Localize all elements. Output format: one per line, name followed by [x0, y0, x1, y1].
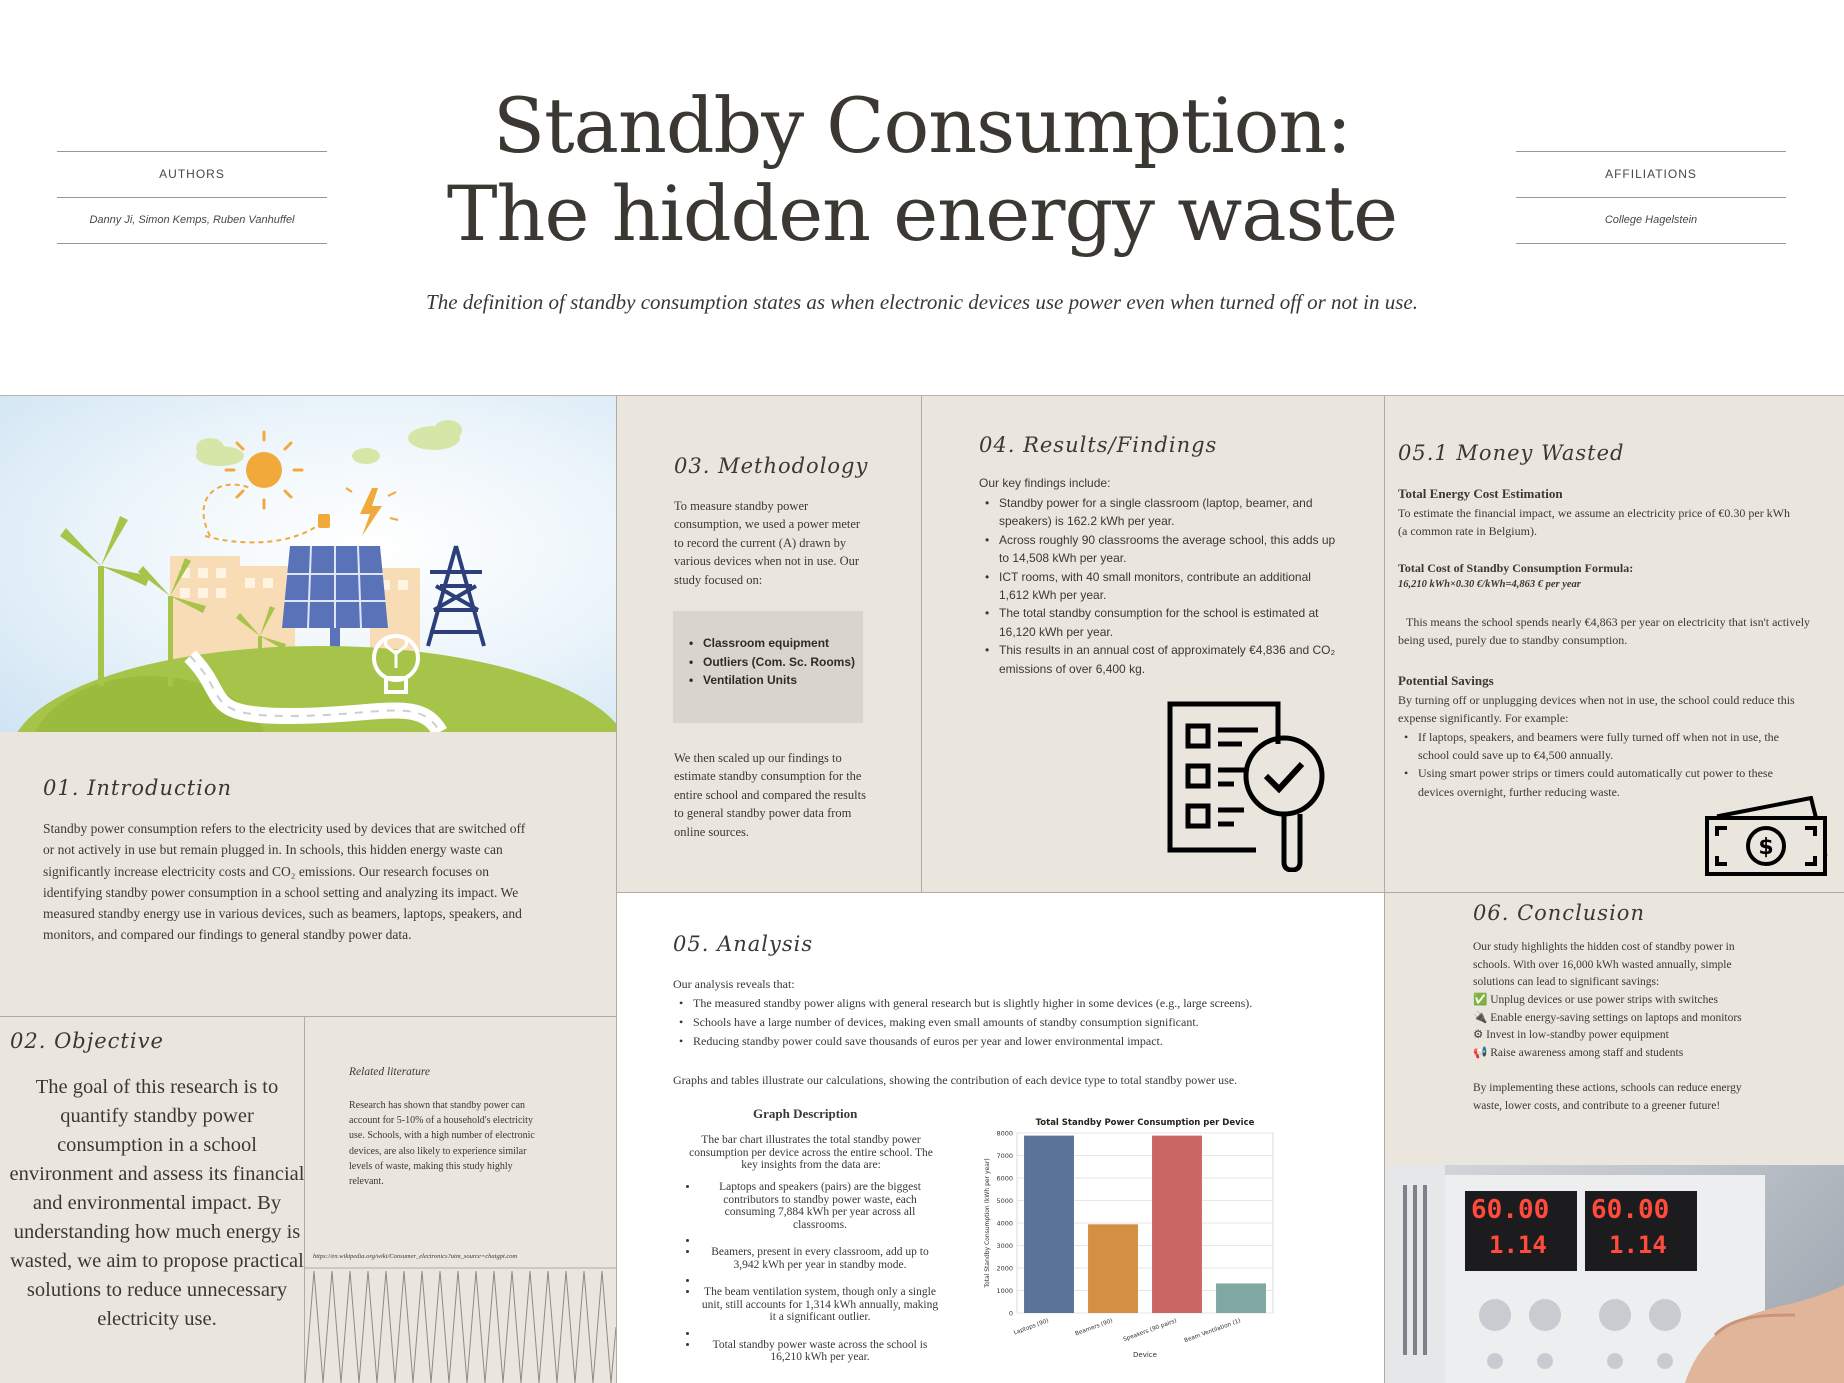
- chart-bar: [1024, 1136, 1074, 1313]
- objective-title: 02. Objective: [10, 1029, 164, 1053]
- analysis-list: [673, 994, 1303, 1051]
- conclusion-panel: [1385, 893, 1844, 1165]
- analysis-outro: Graphs and tables illustrate our calculations, showing the contribution of each device type to total standby power use.: [673, 1073, 1238, 1087]
- results-intro: Our key findings include:: [979, 476, 1111, 490]
- money-heading-savings: Potential Savings: [1398, 673, 1494, 688]
- authors-label: AUTHORS: [159, 167, 225, 181]
- money-bill-icon: [1703, 796, 1835, 882]
- chart-y-tick-label: 1000: [996, 1287, 1013, 1295]
- introduction-title: 01. Introduction: [43, 776, 233, 800]
- graph-description-item: • Beamers, present in every classroom, add up to 3,942 kWh per year in standby mode.: [699, 1246, 941, 1271]
- results-panel: [922, 396, 1384, 892]
- title-line-1: Standby Consumption:: [493, 81, 1351, 170]
- introduction-text: Standby power consumption refers to the electricity used by devices that are switched off or not actively in use but remain plugged in. In schools, this hidden energy waste can significantly increase electricity costs and CO₂ emissions. Our research focuses on identifying standby power consumption in a school setting and analyzing its impact. We measured standby energy use in various devices, such as beamers, laptops, speakers, and monitors, and compared our findings to general standby power data.: [43, 821, 526, 943]
- money-formula: 16,210 kWh×0.30 €/kWh=4,863 € per year: [1398, 579, 1581, 590]
- conclusion-action: ✅ Unplug devices or use power strips with switches: [1473, 994, 1718, 1006]
- results-item: • Standby power for a single classroom (laptop, beamer, and speakers) is 162.2 kWh per year.: [979, 494, 1341, 531]
- literature-text: Research has shown that standby power can account for 5-10% of a household's electricity use. Schools, with a high number of electronic devices, are also likely to experience similar levels of waste, making this study highly relevant.: [349, 1100, 535, 1188]
- graph-description-item: • Laptops and speakers (pairs) are the biggest contributors to standby power waste, each consuming 7,884 kWh per year across all classrooms.: [699, 1181, 941, 1231]
- money-summary: This means the school spends nearly €4,863 per year on electricity that isn't actively being used, purely due to standby consumption.: [1398, 615, 1811, 648]
- title-line-2: The hidden energy waste: [446, 169, 1398, 258]
- analysis-item: • Schools have a large number of devices, making even small amounts of standby consumption significant.: [673, 1013, 1303, 1032]
- methodology-item: • Classroom equipment: [683, 634, 855, 653]
- results-item: • This results in an annual cost of approximately €4,836 and CO₂ emissions of over 6,400 kg.: [979, 641, 1341, 678]
- meter-reading-current-1: 1.14: [1489, 1231, 1547, 1259]
- chart-bar: [1088, 1224, 1138, 1313]
- money-heading-formula: Total Cost of Standby Consumption Formula:: [1398, 561, 1634, 575]
- chart-x-axis-label: Device: [1133, 1351, 1157, 1359]
- money-savings-item: • Using smart power strips or timers could automatically cut power to these devices overnight, further reducing waste.: [1398, 764, 1788, 800]
- graph-description-item: • Total standby power waste across the school is 16,210 kWh per year.: [699, 1339, 941, 1364]
- methodology-text-2: We then scaled up our findings to estimate standby consumption for the entire school and compared the results to general standby power data from online sources.: [674, 751, 866, 839]
- objective-panel: [0, 1017, 304, 1383]
- poster-title: [380, 82, 1464, 258]
- chart-y-tick-label: 2000: [996, 1264, 1013, 1273]
- chart-bar: [1216, 1283, 1266, 1313]
- meter-reading-current-2: 1.14: [1609, 1231, 1667, 1259]
- objective-text: The goal of this research is to quantify standby power consumption in a school environment and assess its financial and environmental impact. By understanding how much energy is wasted, we aim to propose practical solutions to reduce unnecessary electricity use.: [9, 1076, 305, 1330]
- chart-y-tick-label: 0: [1008, 1309, 1013, 1318]
- chart-y-tick-label: 5000: [996, 1197, 1013, 1205]
- results-item: • Across roughly 90 classrooms the average school, this adds up to 14,508 kWh per year.: [979, 531, 1341, 568]
- conclusion-action: 📢 Raise awareness among staff and students: [1473, 1046, 1684, 1059]
- chart-y-tick-label: 3000: [996, 1242, 1013, 1250]
- conclusion-action: 🔌 Enable energy-saving settings on laptops and monitors: [1473, 1011, 1742, 1024]
- conclusion-text-2: By implementing these actions, schools can reduce energy waste, lower costs, and contribute to a greener future!: [1473, 1082, 1742, 1112]
- graph-description-title: Graph Description: [753, 1106, 858, 1121]
- chart-y-tick-label: 8000: [996, 1129, 1013, 1138]
- power-meter-photo: [1385, 1165, 1844, 1383]
- results-title: 04. Results/Findings: [979, 433, 1218, 457]
- money-title: 05.1 Money Wasted: [1398, 441, 1625, 465]
- money-heading-cost: Total Energy Cost Estimation: [1398, 486, 1563, 501]
- analysis-item: • Reducing standby power could save thousands of euros per year and lower environmental impact.: [673, 1032, 1303, 1051]
- meter-reading-voltage-2: 60.00: [1591, 1195, 1670, 1225]
- analysis-title: 05. Analysis: [673, 932, 814, 956]
- methodology-title: 03. Methodology: [674, 454, 869, 478]
- money-panel: [1385, 396, 1844, 892]
- results-list: [979, 494, 1341, 678]
- chart-bar: [1152, 1136, 1202, 1313]
- conclusion-title: 06. Conclusion: [1473, 901, 1645, 925]
- literature-title: Related literature: [349, 1066, 431, 1078]
- affiliations-label: AFFILIATIONS: [1605, 167, 1697, 181]
- chart-x-tick-label: Beamers (90): [1074, 1318, 1114, 1338]
- graph-description-item: [699, 1235, 941, 1246]
- methodology-panel: [617, 396, 921, 892]
- checklist-magnifier-icon: [1166, 700, 1332, 872]
- chart-x-tick-label: Speakers (90 pairs): [1122, 1318, 1178, 1344]
- results-item: • ICT rooms, with 40 small monitors, contribute an additional 1,612 kWh per year.: [979, 568, 1341, 605]
- meter-reading-voltage-1: 60.00: [1471, 1195, 1550, 1225]
- zigzag-decoration: [305, 1267, 616, 1383]
- intro-illustration: [0, 396, 616, 732]
- results-item: • The total standby consumption for the school is estimated at 16,120 kWh per year.: [979, 604, 1341, 641]
- chart-x-tick-label: Beam Ventilation (1): [1183, 1318, 1242, 1345]
- analysis-panel: [617, 893, 1384, 1383]
- chart-y-tick-label: 6000: [996, 1174, 1013, 1183]
- money-savings-text: By turning off or unplugging devices when not in use, the school could reduce this expense significantly. For example:: [1398, 693, 1795, 726]
- standby-bar-chart: [981, 1113, 1281, 1361]
- poster-subtitle: The definition of standby consumption states as when electronic devices use power even when turned off or not in use.: [426, 290, 1418, 314]
- chart-y-tick-label: 7000: [996, 1152, 1013, 1160]
- money-cost-text: To estimate the financial impact, we assume an electricity price of €0.30 per kWh (a common rate in Belgium).: [1398, 506, 1791, 539]
- methodology-item: • Outliers (Com. Sc. Rooms): [683, 653, 855, 672]
- graph-description-item: • The beam ventilation system, though only a single unit, still accounts for 1,314 kWh annually, making it a significant outlier.: [699, 1286, 941, 1324]
- authors-names: Danny Ji, Simon Kemps, Ruben Vanhuffel: [89, 214, 295, 226]
- methodology-item: • Ventilation Units: [683, 671, 855, 690]
- chart-title: Total Standby Power Consumption per Device: [1035, 1118, 1255, 1128]
- literature-panel: [305, 1017, 616, 1383]
- chart-x-tick-label: Laptops (90): [1013, 1318, 1050, 1337]
- analysis-intro: Our analysis reveals that:: [673, 977, 795, 991]
- graph-description-list: [681, 1181, 941, 1364]
- graph-description-intro: The bar chart illustrates the total standby power consumption per device across the entire school. The key insights from the data are:: [689, 1134, 933, 1171]
- conclusion-text-1: Our study highlights the hidden cost of standby power in schools. With over 16,000 kWh wasted annually, simple solutions can lead to significant savings:: [1473, 941, 1735, 989]
- graph-description-item: [699, 1328, 941, 1339]
- conclusion-actions: [1473, 992, 1763, 1062]
- methodology-text-1: To measure standby power consumption, we used a power meter to record the current (A) drawn by various devices when not in use. Our study focused on:: [674, 499, 861, 587]
- svg-text:$: $: [1758, 835, 1774, 860]
- conclusion-action: ⚙ Invest in low-standby power equipment: [1473, 1029, 1669, 1042]
- chart-y-axis-label: Total Standby Consumption (kWh per year): [984, 1158, 991, 1288]
- chart-y-tick-label: 4000: [996, 1219, 1013, 1228]
- graph-description-item: [699, 1275, 941, 1286]
- chart-svg: [981, 1113, 1281, 1361]
- introduction-panel: [0, 732, 616, 1016]
- literature-url[interactable]: https://en.wikipedia.org/wiki/Consumer_electronics?utm_source=chatgpt.com: [313, 1253, 518, 1260]
- analysis-item: • The measured standby power aligns with general research but is slightly higher in some devices (e.g., large screens).: [673, 994, 1303, 1013]
- money-savings-list: [1398, 728, 1788, 801]
- money-savings-item: • If laptops, speakers, and beamers were fully turned off when not in use, the school could save up to €4,500 annually.: [1398, 728, 1788, 764]
- methodology-focus-box: [673, 611, 863, 723]
- affiliation-name: College Hagelstein: [1604, 214, 1698, 226]
